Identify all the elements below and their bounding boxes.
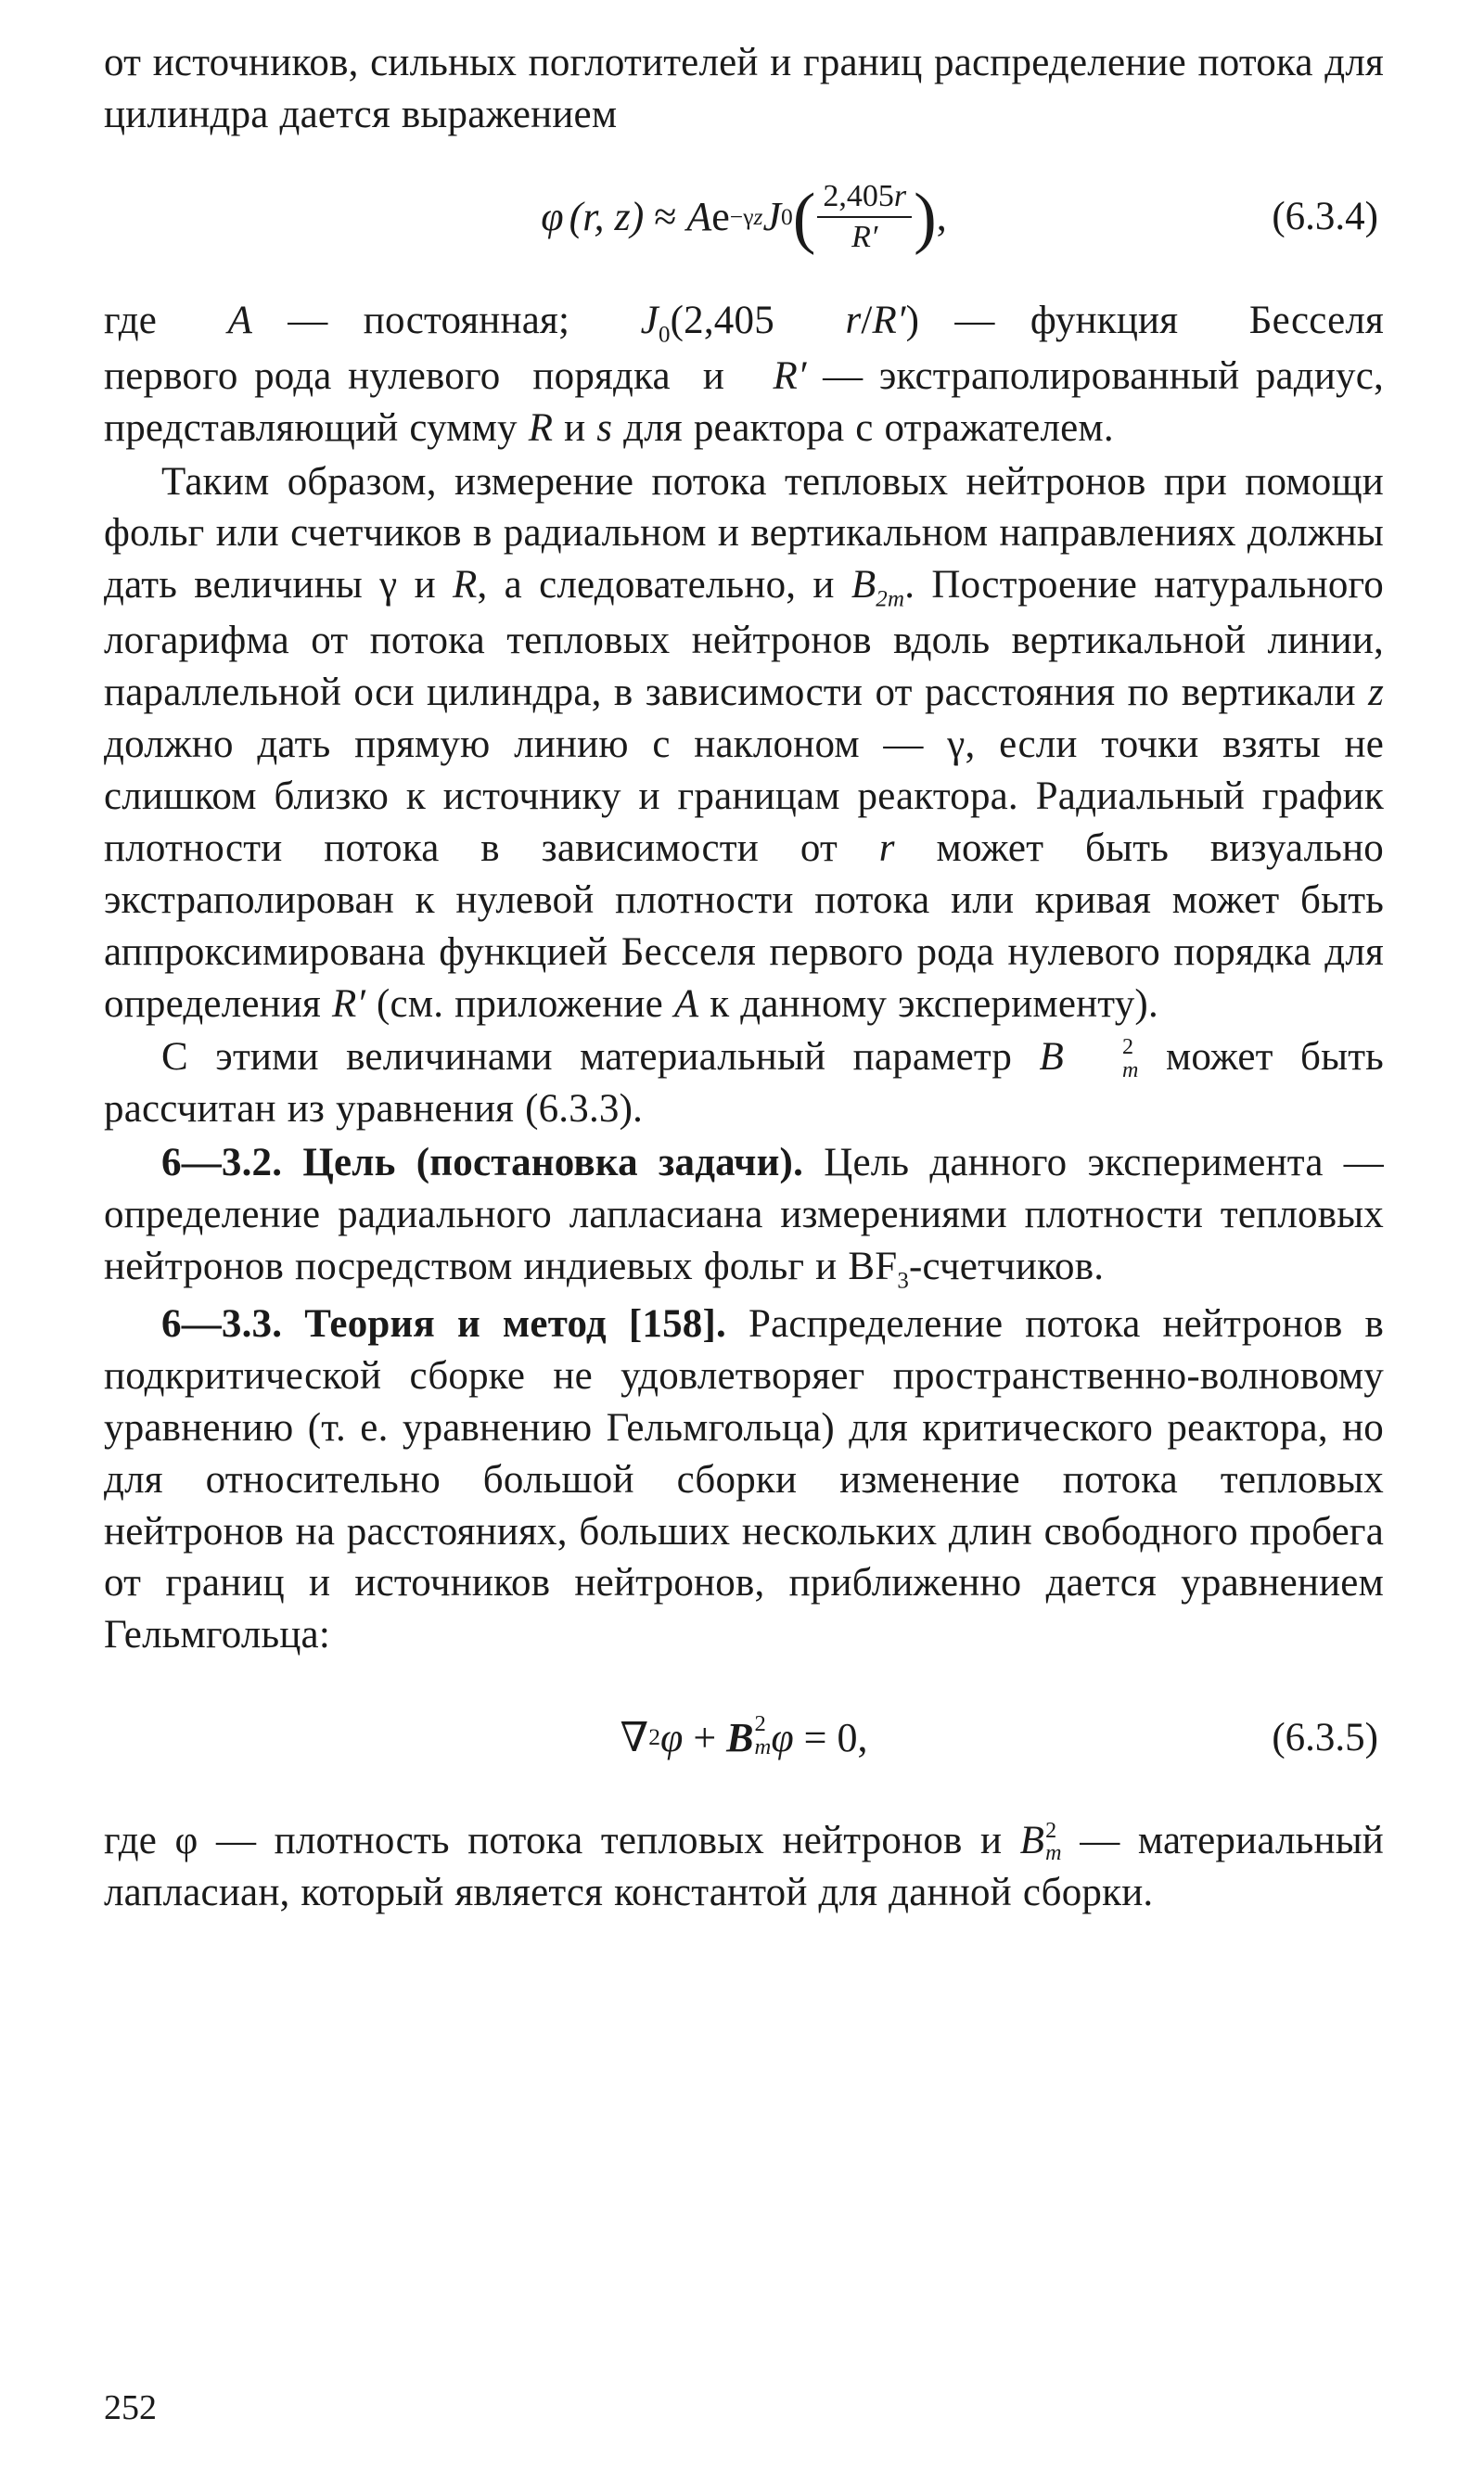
- paragraph-material-parameter: С этими величинами материальный параметр B 2 m может быть рассчитан из уравнения (6.3.3).: [104, 1035, 1384, 1132]
- section-heading-6-3-2: 6—3.2. Цель (постановка задачи).: [161, 1141, 804, 1185]
- paragraph-final-where: где φ — плотность потока тепловых нейтронов и B 2 m — материальный лапласиан, который является константой для данной сборки.: [104, 1818, 1384, 1915]
- paragraph-where-clause: где A — постоянная; $J_0(2,405$ r/R′) — функция Бесселя первого рода нулевого порядка и R′ — экстраполированный радиус, представляющий сумму R и s для реактора с отражателем.: [104, 298, 1385, 450]
- equation-6-3-4: [104, 173, 1384, 262]
- paragraph-continuation: от источников, сильных поглотителей и границ распределение потока для цилиндра дается выражением: [104, 41, 1384, 136]
- paragraph-measurement: Таким образом, измерение потока тепловых нейтронов при помощи фольг или счетчиков в радиальном и вертикальном направлениях должны дать величины γ и R, а следовательно, и $B_{2m}$. Построение натурального логарифма от потока тепловых нейтронов вдоль вертикальной линии, параллельной оси цилиндра, в зависимости от расстояния по вертикали z должно дать прямую линию с наклоном — γ, если точки взяты не слишком близко к источнику и границам реактора. Радиальный график плотности потока в зависимости от r может быть визуально экстраполирован к нулевой плотности потока или кривая может быть аппроксимирована функцией Бесселя первого рода нулевого порядка для определения R′ (см. приложение A к данному эксперименту).: [104, 459, 1384, 1026]
- left-paren: (: [792, 180, 816, 257]
- equation-6-3-4-body: φ (r, z) ≈ A e −γz J 0 ( $\frac{2,405r}{R'}$ ) ,: [541, 178, 947, 257]
- paragraph-section-6-3-3: 6—3.3. Теория и метод [158]. Распределение потока нейтронов в подкритической сборке не удовлетворяег пространственно-волновому уравнению (т. е. уравнению Гельмгольца) для критического реактора, но для относительно большой сборки изменение потока тепловых нейтронов на расстояниях, больших нескольких длин свободного пробега от границ и источников нейтронов, приближенно дается уравнением Гельмгольца:: [104, 1302, 1385, 1657]
- equation-number: (6.3.4): [1272, 195, 1378, 239]
- equation-6-3-5-body: ∇ 2 φ + B 2 m φ = 0,: [620, 1711, 868, 1760]
- section-heading-6-3-3: 6—3.3. Теория и метод [158].: [161, 1302, 726, 1347]
- paragraph-section-6-3-2: 6—3.2. Цель (постановка задачи). Цель данного эксперимента — определение радиального лапласиана измерениями плотности тепловых нейтронов посредством индиевых фольг и $BF_3$-счетчиков.: [104, 1141, 1384, 1294]
- page-number: 252: [104, 2388, 157, 2427]
- right-paren: ): [914, 180, 937, 257]
- equation-number: (6.3.5): [1272, 1715, 1378, 1759]
- equation-6-3-5: [104, 1693, 1384, 1782]
- fraction: $\frac{2,405r}{R'}$: [817, 179, 912, 255]
